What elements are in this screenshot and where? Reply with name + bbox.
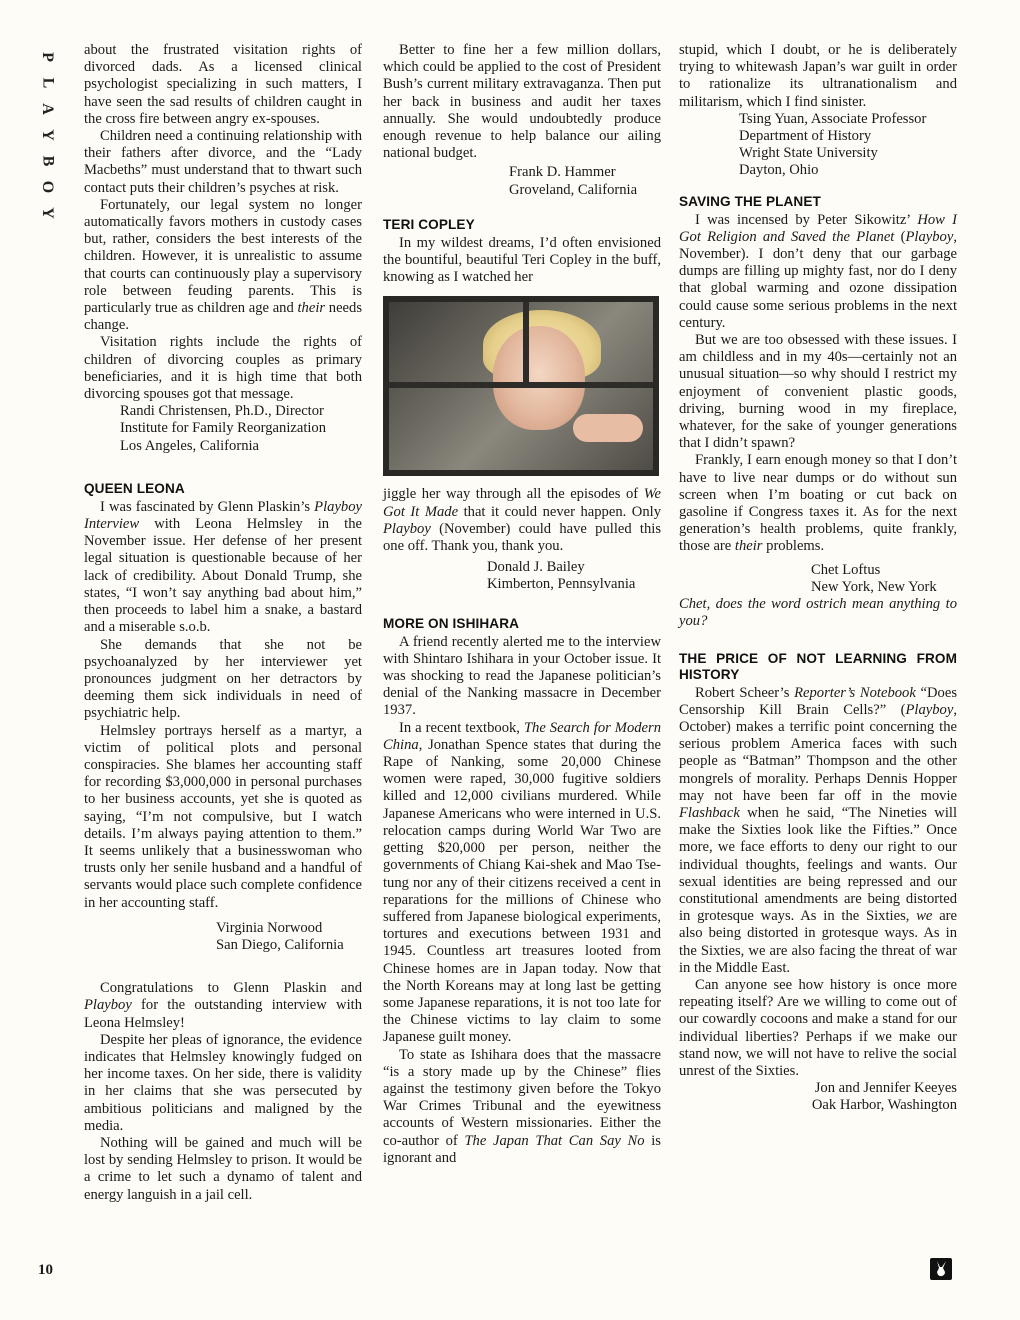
paragraph: But we are too obsessed with these issues. I am childless and in my 40s—certainly not an unusual situation—so why should I restrict my enjoyment of convenient plastic goods, driving, burning wood in my fireplace, whatever, for the sake of younger generations that I didn’t spawn? xyxy=(679,332,957,452)
teri-copley-photo xyxy=(383,296,659,476)
paragraph: Better to fine her a few million dollars, which could be applied to the cost of President Bush’s current military extravaganza. Then put her back in business and audit her taxes annually. She would undoubtedly produce enough revenue to help balance our ailing national budget. xyxy=(383,42,661,162)
masthead-letter: B xyxy=(38,155,56,167)
letter-signature: Donald J. Bailey Kimberton, Pennsylvania xyxy=(487,559,636,593)
paragraph: Frankly, I earn enough money so that I don’t have to live near dumps or do without sun screen when I’m boating or cut back on gasoline if Congress taxes it. As for the next generation’s health problems, quite frankly, those are their problems. xyxy=(679,452,957,555)
section-heading: THE PRICE OF NOT LEARNING FROM HISTORY xyxy=(679,650,957,682)
paragraph: I was fascinated by Glenn Plaskin’s Playboy Interview with Leona Helmsley in the November issue. Her defense of her present legal situation is questionable because of her lack of credibility. About Donald Trump, she states, “I won’t say anything bad about him,” then proceeds to label him a snake, a bastard and a miserable s.o.b. xyxy=(84,498,362,636)
paragraph: She demands that she not be psychoanalyzed by her interviewer yet pronounces judgment on her detractors by deeming them sick individuals in need of psychiatric help. xyxy=(84,636,362,722)
paragraph: jiggle her way through all the episodes of We Got It Made that it could never happen. Only Playboy (November) could have pulled this one off. Thank you, thank you. xyxy=(383,486,661,555)
magazine-masthead xyxy=(32,44,62,226)
paragraph: To state as Ishihara does that the massacre “is a story made up by the Chinese” flies against the testimony given before the Tokyo War Crimes Tribunal and the eyewitness accounts of Western missionaries. Either the co-author of The Japan That Can Say No is ignorant and xyxy=(383,1046,661,1166)
masthead-letter: A xyxy=(39,103,56,115)
paragraph: stupid, which I doubt, or he is deliberately trying to whitewash Japan’s war guilt in order to rationalize its ultranationalism and militarism, which I find sinister. xyxy=(679,42,957,110)
rabbit-head-logo-icon xyxy=(930,1258,952,1280)
column-1 xyxy=(84,42,362,1204)
paragraph: I was incensed by Peter Sikowitz’ How I Got Religion and Saved the Planet (Playboy, November). I don’t deny that our garbage dumps are filling up mighty fast, nor do I deny that global warming and ozone dissipation could cause some serious problems in the next century. xyxy=(679,211,957,331)
section-heading: SAVING THE PLANET xyxy=(679,193,821,209)
letter-signature: Jon and Jennifer Keeyes Oak Harbor, Washington xyxy=(811,1080,957,1114)
paragraph: Fortunately, our legal system no longer automatically favors mothers in custody cases but, rather, considers the best interests of the children. However, it is unrealistic to assume that courts can continuously play a supervisory role between feuding parents. This is particularly true as children age and their needs change. xyxy=(84,196,362,334)
column-2 xyxy=(383,42,661,1167)
window-frame xyxy=(383,296,659,476)
paragraph: Children need a continuing relationship with their fathers after divorce, and the “Lady Macbeths” must understand that to thwart such contact puts their children’s psyches at risk. xyxy=(84,128,362,196)
section-heading: MORE ON ISHIHARA xyxy=(383,615,520,631)
paragraph: In my wildest dreams, I’d often envisioned the bountiful, beautiful Teri Copley in the buff, knowing as I watched her xyxy=(383,234,661,286)
paragraph: Despite her pleas of ignorance, the evidence indicates that Helmsley knowingly fudged on her income taxes. On her side, there is validity in her claims that she was persecuted by ambitious politicians and maligned by the media. xyxy=(84,1031,362,1134)
paragraph: Congratulations to Glenn Plaskin and Playboy for the outstanding interview with Leona Helmsley! xyxy=(84,980,362,1031)
letter-signature: Randi Christensen, Ph.D., Director Institute for Family Reorganization Los Angeles, California xyxy=(120,403,327,454)
paragraph: Helmsley portrays herself as a martyr, a victim of political plots and personal conspiracies. She blames her accounting staff for recording $3,000,000 in personal purchases to her business accounts, yet she is quoted as saying, “I’m not compulsive, but I watch details. I’m always paying attention to them.” It seems unlikely that a businesswoman who trusts only her senile husband and a handful of servants would place such complete confidence in her accounting staff. xyxy=(84,722,362,911)
page-number: 10 xyxy=(38,1262,53,1278)
paragraph: In a recent textbook, The Search for Modern China, Jonathan Spence states that during the Rape of Nanking, some 20,000 Chinese women were raped, 30,000 fugitive soldiers killed and 12,000 civilians murdered. While Japanese Americans who were interned in U.S. relocation camps during World War Two are getting $20,000 per person, neither the governments of Chiang Kai-shek and Mao Tse-tung nor any of their citizens received a cent in reparations for the millions of Chinese who suffered from Japanese biological experiments, tortures and executions between 1931 and 1945. Countless art treasures looted from Chinese homes are in Japan today. Now that the North Koreans may at long last be getting some Japanese reparations, it is not too late for the Chinese victims to lay claim to some Japanese guilt money. xyxy=(383,719,661,1046)
letter-signature: Chet Loftus New York, New York xyxy=(811,561,937,595)
masthead-letter: Y xyxy=(39,129,56,141)
masthead-letter: O xyxy=(38,180,56,194)
paragraph: Nothing will be gained and much will be lost by sending Helmsley to prison. It would be a crime to let such a dynamo of talent and energy languish in a jail cell. xyxy=(84,1134,362,1203)
paragraph: about the frustrated visitation rights of divorced dads. As a licensed clinical psychologist specializing in such matters, I have seen the sad results of children caught in the cross fire between angry ex-spouses. xyxy=(84,42,362,127)
paragraph: Robert Scheer’s Reporter’s Notebook “Does Censorship Kill Brain Cells?” (Playboy, October) makes a terrific point concerning the serious problem America faces with such people as “Batman” Thompson and the other mongrels of morality. Perhaps Dennis Hopper may not have been far off in the movie Flashback when he said, “The Nineties will make the Sixties look like the Fifties.” Once more, we face efforts to deny our right to our individual thoughts, feelings and wants. Our sexual identities are being repressed and our constitutional amendments are being distorted in grotesque ways. As in the Sixties, we are also being distorted in grotesque ways. As in the Sixties, we are also facing the threat of war in the Middle East. xyxy=(679,684,958,976)
letter-signature: Virginia Norwood San Diego, California xyxy=(216,919,344,953)
paragraph: Visitation rights include the rights of children of divorcing couples as primary beneficiaries, and it is high time that both divorcing spouses got that message. xyxy=(84,334,362,403)
masthead-letter: P xyxy=(39,52,56,62)
editor-reply: Chet, does the word ostrich mean anything to you? xyxy=(679,596,957,630)
masthead-letter: Y xyxy=(39,207,56,219)
letter-signature: Frank D. Hammer Groveland, California xyxy=(509,164,638,198)
paragraph: A friend recently alerted me to the interview with Shintaro Ishihara in your October issue. It was shocking to read the Japanese politician’s denial of the Nanking massacre in December 1937. xyxy=(383,633,661,719)
section-heading: TERI COPLEY xyxy=(383,216,475,232)
masthead-letter: L xyxy=(38,77,56,89)
column-3 xyxy=(679,42,957,1115)
paragraph: Can anyone see how history is once more repeating itself? Are we willing to come out of our cowardly cocoons and make a stand for our individual liberties? Perhaps if we make our stand now, we will not have to relive the social unrest of the Sixties. xyxy=(679,976,957,1079)
section-heading: QUEEN LEONA xyxy=(84,480,185,496)
letter-signature: Tsing Yuan, Associate Professor Department of History Wright State University Dayton, Ohio xyxy=(739,110,927,179)
